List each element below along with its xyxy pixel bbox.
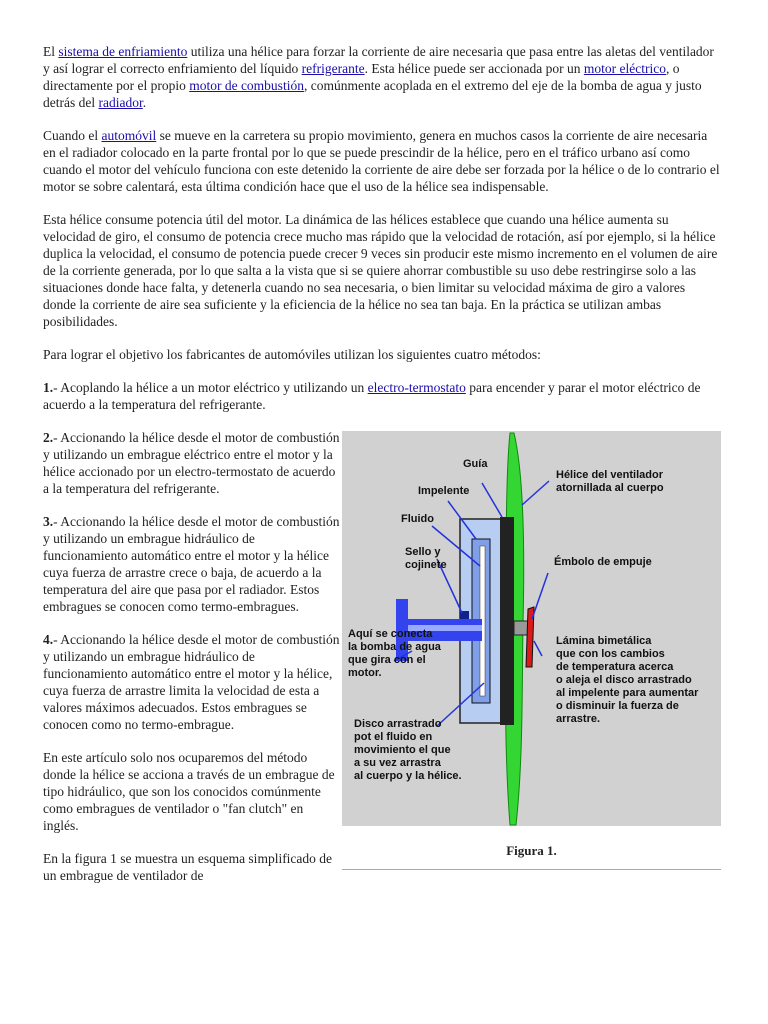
link-motor-electrico[interactable]: motor eléctrico [583,61,666,76]
method-number: 4. [43,632,54,647]
text: para encender y parar el motor eléctrico de acuerdo a la temperatura del refrigerante. [43,380,701,412]
text: . [142,95,147,110]
method-number: 2. [43,430,54,445]
label-aqui-3: que gira con el [348,654,426,666]
label-embolo: Émbolo de empuje [554,556,652,568]
paragraph-metodos-intro: Para lograr el objetivo los fabricantes de automóviles utilizan los siguientes cuatro métodos: [43,347,541,362]
label-sello-2: cojinete [405,559,447,571]
label-lamina-7: arrastre. [556,713,601,725]
method-2 [43,429,340,497]
text: - Acoplando la hélice a un motor eléctrico y utilizando un [53,380,368,395]
left-column [43,429,340,884]
text: - Accionando la hélice desde el motor de combustión y utilizando un embrague eléctrico entre el motor y la hélice accionado por un electro-termostato de acuerdo a la temperatura del refrigerante. [43,430,340,496]
text: . Esta hélice puede ser accionada por un [364,61,584,76]
paragraph-articulo: En este artículo solo nos ocuparemos del método donde la hélice se acciona a través de un embrague de tipo hidráulico, que son los conocidos comúnmente como embragues de ventilador o "fan clutch" en inglés. [43,750,335,833]
text: , o directamente por el propio [43,61,680,93]
label-disco-2: pot el fluido en [354,731,433,743]
figure-divider [342,869,721,870]
label-helice-2: atornillada al cuerpo [556,482,664,494]
method-1 [43,379,721,413]
link-electro-termostato[interactable]: electro-termostato [367,380,466,395]
label-disco-3: movimiento el que [354,744,451,756]
label-lamina-5: al impelente para aumentar [556,687,699,699]
label-aqui-1: Aquí se conecta [348,628,433,640]
text: El [43,44,59,59]
link-motor-combustion[interactable]: motor de combustión [189,78,304,93]
diagram-svg [342,431,721,826]
label-lamina-6: o disminuir la fuerza de [556,700,679,712]
link-radiador[interactable]: radiador [98,95,143,110]
link-automovil[interactable]: automóvil [101,128,157,143]
link-sistema-enfriamiento[interactable]: sistema de enfriamiento [58,44,188,59]
text: - Accionando la hélice desde el motor de combustión y utilizando un embrague hidráulico de funcionamiento automático entre el motor y la hélice cuya fuerza de arrastre crece o baja, de acuerdo a la temperatura del aire que pasa por el radiador. Estos embragues se conocen como termo-embragues. [43,514,340,614]
fan-clutch-diagram [342,431,721,826]
text: , comúnmente acoplada en el extremo del eje de la bomba de agua y justo detrás del [43,78,702,110]
label-lamina-1: Lámina bimetálica [556,635,652,647]
article-body [43,43,721,900]
label-impelente: Impelente [418,485,470,497]
method-number: 1. [43,380,54,395]
label-disco-1: Disco arrastrado [354,718,442,730]
paragraph-potencia: Esta hélice consume potencia útil del motor. La dinámica de las hélices establece que cuando una hélice aumenta su velocidad de giro, el consumo de potencia crece mucho mas rápido que la velocidad de rotación, así por ejemplo, si la hélice duplica la velocidad, el consumo de potencia puede crecer 9 veces sin producir este mismo incremento en el volumen de aire de la corriente generada, por lo que salta a la vista que si se quiere ahorrar combustible su uso debe restringirse solo a las situaciones donde hace falta, y detenerla cuando no sea necesaria, o bien limitar su velocidad máxima de giro a valores donde la corriente de aire sea suficiente y la eficiencia de la hélice no sea tan baja. En la práctica se utilizan ambas posibilidades. [43,212,718,329]
label-guia: Guía [463,458,488,470]
label-aqui-4: motor. [348,667,382,679]
text: - Accionando la hélice desde el motor de combustión y utilizando un embrague hidráulico de funcionamiento automático entre el motor y la hélice, cuya fuerza de arrastre limita la velocidad de esta a valores máximos adecuados. Estos embragues se conocen como no termo-embrague. [43,632,340,732]
method-number: 3. [43,514,54,529]
figure-1 [342,431,721,870]
guide-shape [500,517,514,725]
label-disco-5: al cuerpo y la hélice. [354,770,462,782]
figure-caption: Figura 1. [506,843,557,858]
paragraph-automovil [43,127,721,195]
method-3 [43,513,340,615]
paragraph-intro [43,43,721,111]
label-disco-4: a su vez arrastra [354,757,441,769]
text: utiliza una hélice para forzar la corriente de aire necesaria que pasa entre las aletas del ventilador y así lograr el correcto enfriamiento del líquido [43,44,714,76]
label-lamina-4: o aleja el disco arrastrado [556,674,692,686]
link-refrigerante[interactable]: refrigerante [301,61,365,76]
label-aqui-2: la bomba de agua [348,641,441,653]
text: se mueve en la carretera su propio movimiento, genera en muchos casos la corriente de aire necesaria en el radiador colocado en la parte frontal por lo que se puede prescindir de la hélice, pero en el tráfico urbano así como cuando el motor del vehículo funciona con este detenido la corriente de aire debe ser forzada por la hélice o de lo contrario el motor se sobre calentará, esta última condición hace que el uso de la hélice sea indispensable. [43,128,720,194]
label-sello-1: Sello y [405,546,441,558]
text: Cuando el [43,128,102,143]
label-lamina-3: de temperatura acerca [556,661,674,673]
paragraph-figura: En la figura 1 se muestra un esquema simplificado de un embrague de ventilador de [43,851,333,883]
method-4 [43,631,340,733]
figure-wrap-section [43,429,721,884]
label-lamina-2: que con los cambios [556,648,665,660]
label-helice-1: Hélice del ventilador [556,469,663,481]
label-fluido: Fluido [401,513,434,525]
